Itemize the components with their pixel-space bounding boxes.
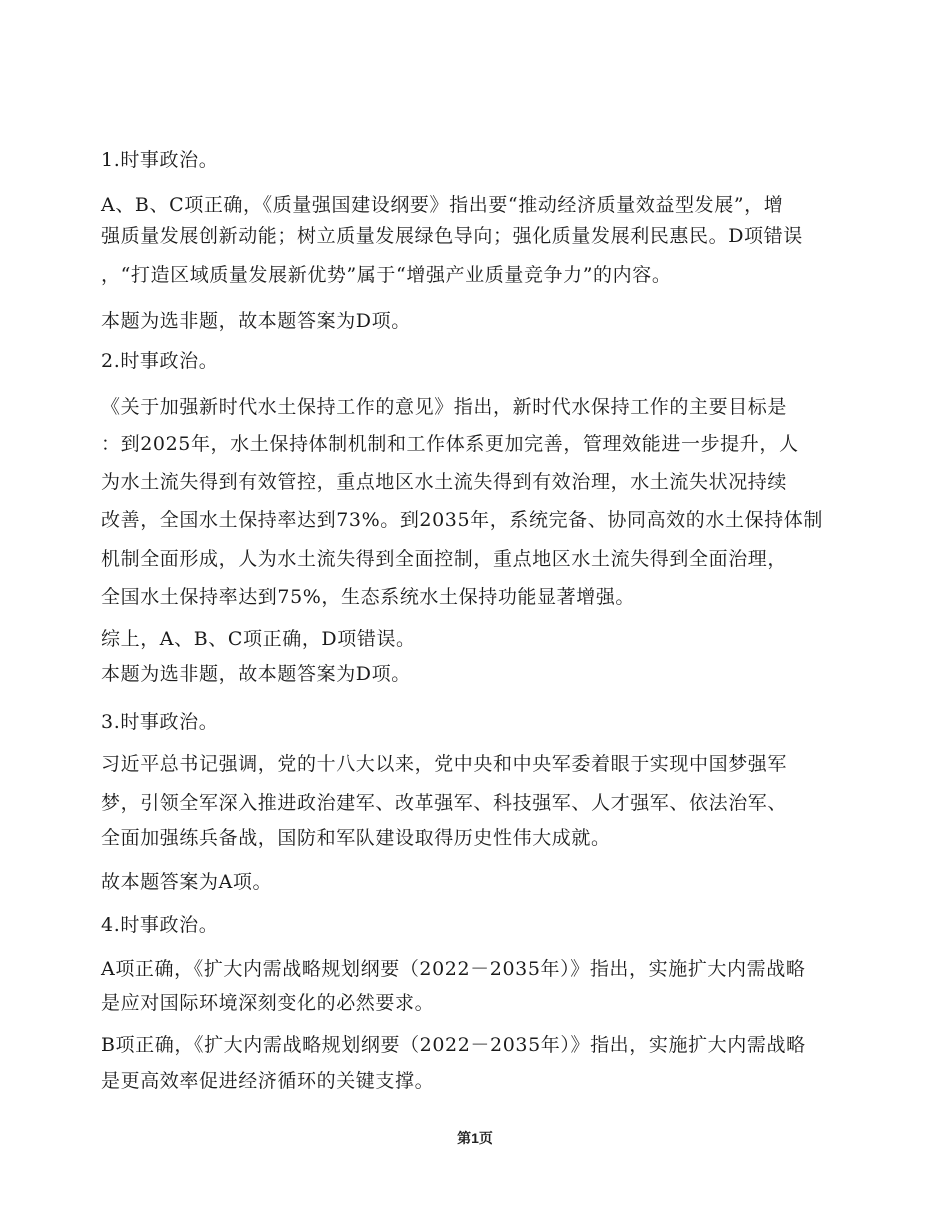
q2-line-1: 《关于加强新时代水土保持工作的意见》指出，新时代水保持工作的主要目标是 (101, 396, 788, 418)
q3-answer: 故本题答案为A项。 (101, 871, 273, 893)
q2-line-4: 改善，全国水土保持率达到73%。到2035年，系统完备、协同高效的水土保持体制 (101, 509, 823, 531)
q4-item-a-line-2: 是应对国际环境深刻变化的必然要求。 (101, 992, 435, 1014)
q1-line-1: A、B、C项正确，《质量强国建设纲要》指出要“推动经济质量效益型发展”，增 (101, 194, 784, 216)
q2-answer: 本题为选非题，故本题答案为D项。 (101, 663, 411, 685)
q2-line-6: 全国水土保持率达到75%，生态系统水土保持功能显著增强。 (101, 586, 636, 608)
q1-heading: 1.时事政治。 (101, 149, 219, 171)
q3-line-1: 习近平总书记强调，党的十八大以来，党中央和中央军委着眼于实现中国梦强军 (101, 753, 788, 775)
q2-line-2: ：到2025年，水土保持体制机制和工作体系更加完善，管理效能进一步提升，人 (101, 433, 799, 455)
q1-line-2: 强质量发展创新动能；树立质量发展绿色导向；强化质量发展利民惠民。D项错误 (101, 225, 803, 247)
q4-item-b-line-1: B项正确，《扩大内需战略规划纲要（2022－2035年）》指出，实施扩大内需战略 (101, 1034, 806, 1056)
q3-line-2: 梦，引领全军深入推进政治建军、改革强军、科技强军、人才强军、依法治军、 (101, 792, 788, 814)
q3-heading: 3.时事政治。 (101, 711, 219, 733)
q2-summary: 综上，A、B、C项正确，D项错误。 (101, 628, 416, 650)
q2-heading: 2.时事政治。 (101, 350, 219, 372)
q4-item-a-line-1: A项正确，《扩大内需战略规划纲要（2022－2035年）》指出，实施扩大内需战略 (101, 958, 806, 980)
q4-item-b-line-2: 是更高效率促进经济循环的关键支撑。 (101, 1070, 435, 1092)
q1-answer: 本题为选非题，故本题答案为D项。 (101, 310, 411, 332)
q2-line-3: 为水土流失得到有效管控，重点地区水土流失得到有效治理，水土流失状况持续 (101, 471, 788, 493)
q2-line-5: 机制全面形成，人为水土流失得到全面控制，重点地区水土流失得到全面治理， (101, 548, 788, 570)
page-number: 第1页 (457, 1130, 493, 1146)
q1-line-3: ，“打造区域质量发展新优势”属于“增强产业质量竞争力”的内容。 (101, 264, 672, 286)
q4-heading: 4.时事政治。 (101, 914, 219, 936)
q3-line-3: 全面加强练兵备战，国防和军队建设取得历史性伟大成就。 (101, 827, 611, 849)
